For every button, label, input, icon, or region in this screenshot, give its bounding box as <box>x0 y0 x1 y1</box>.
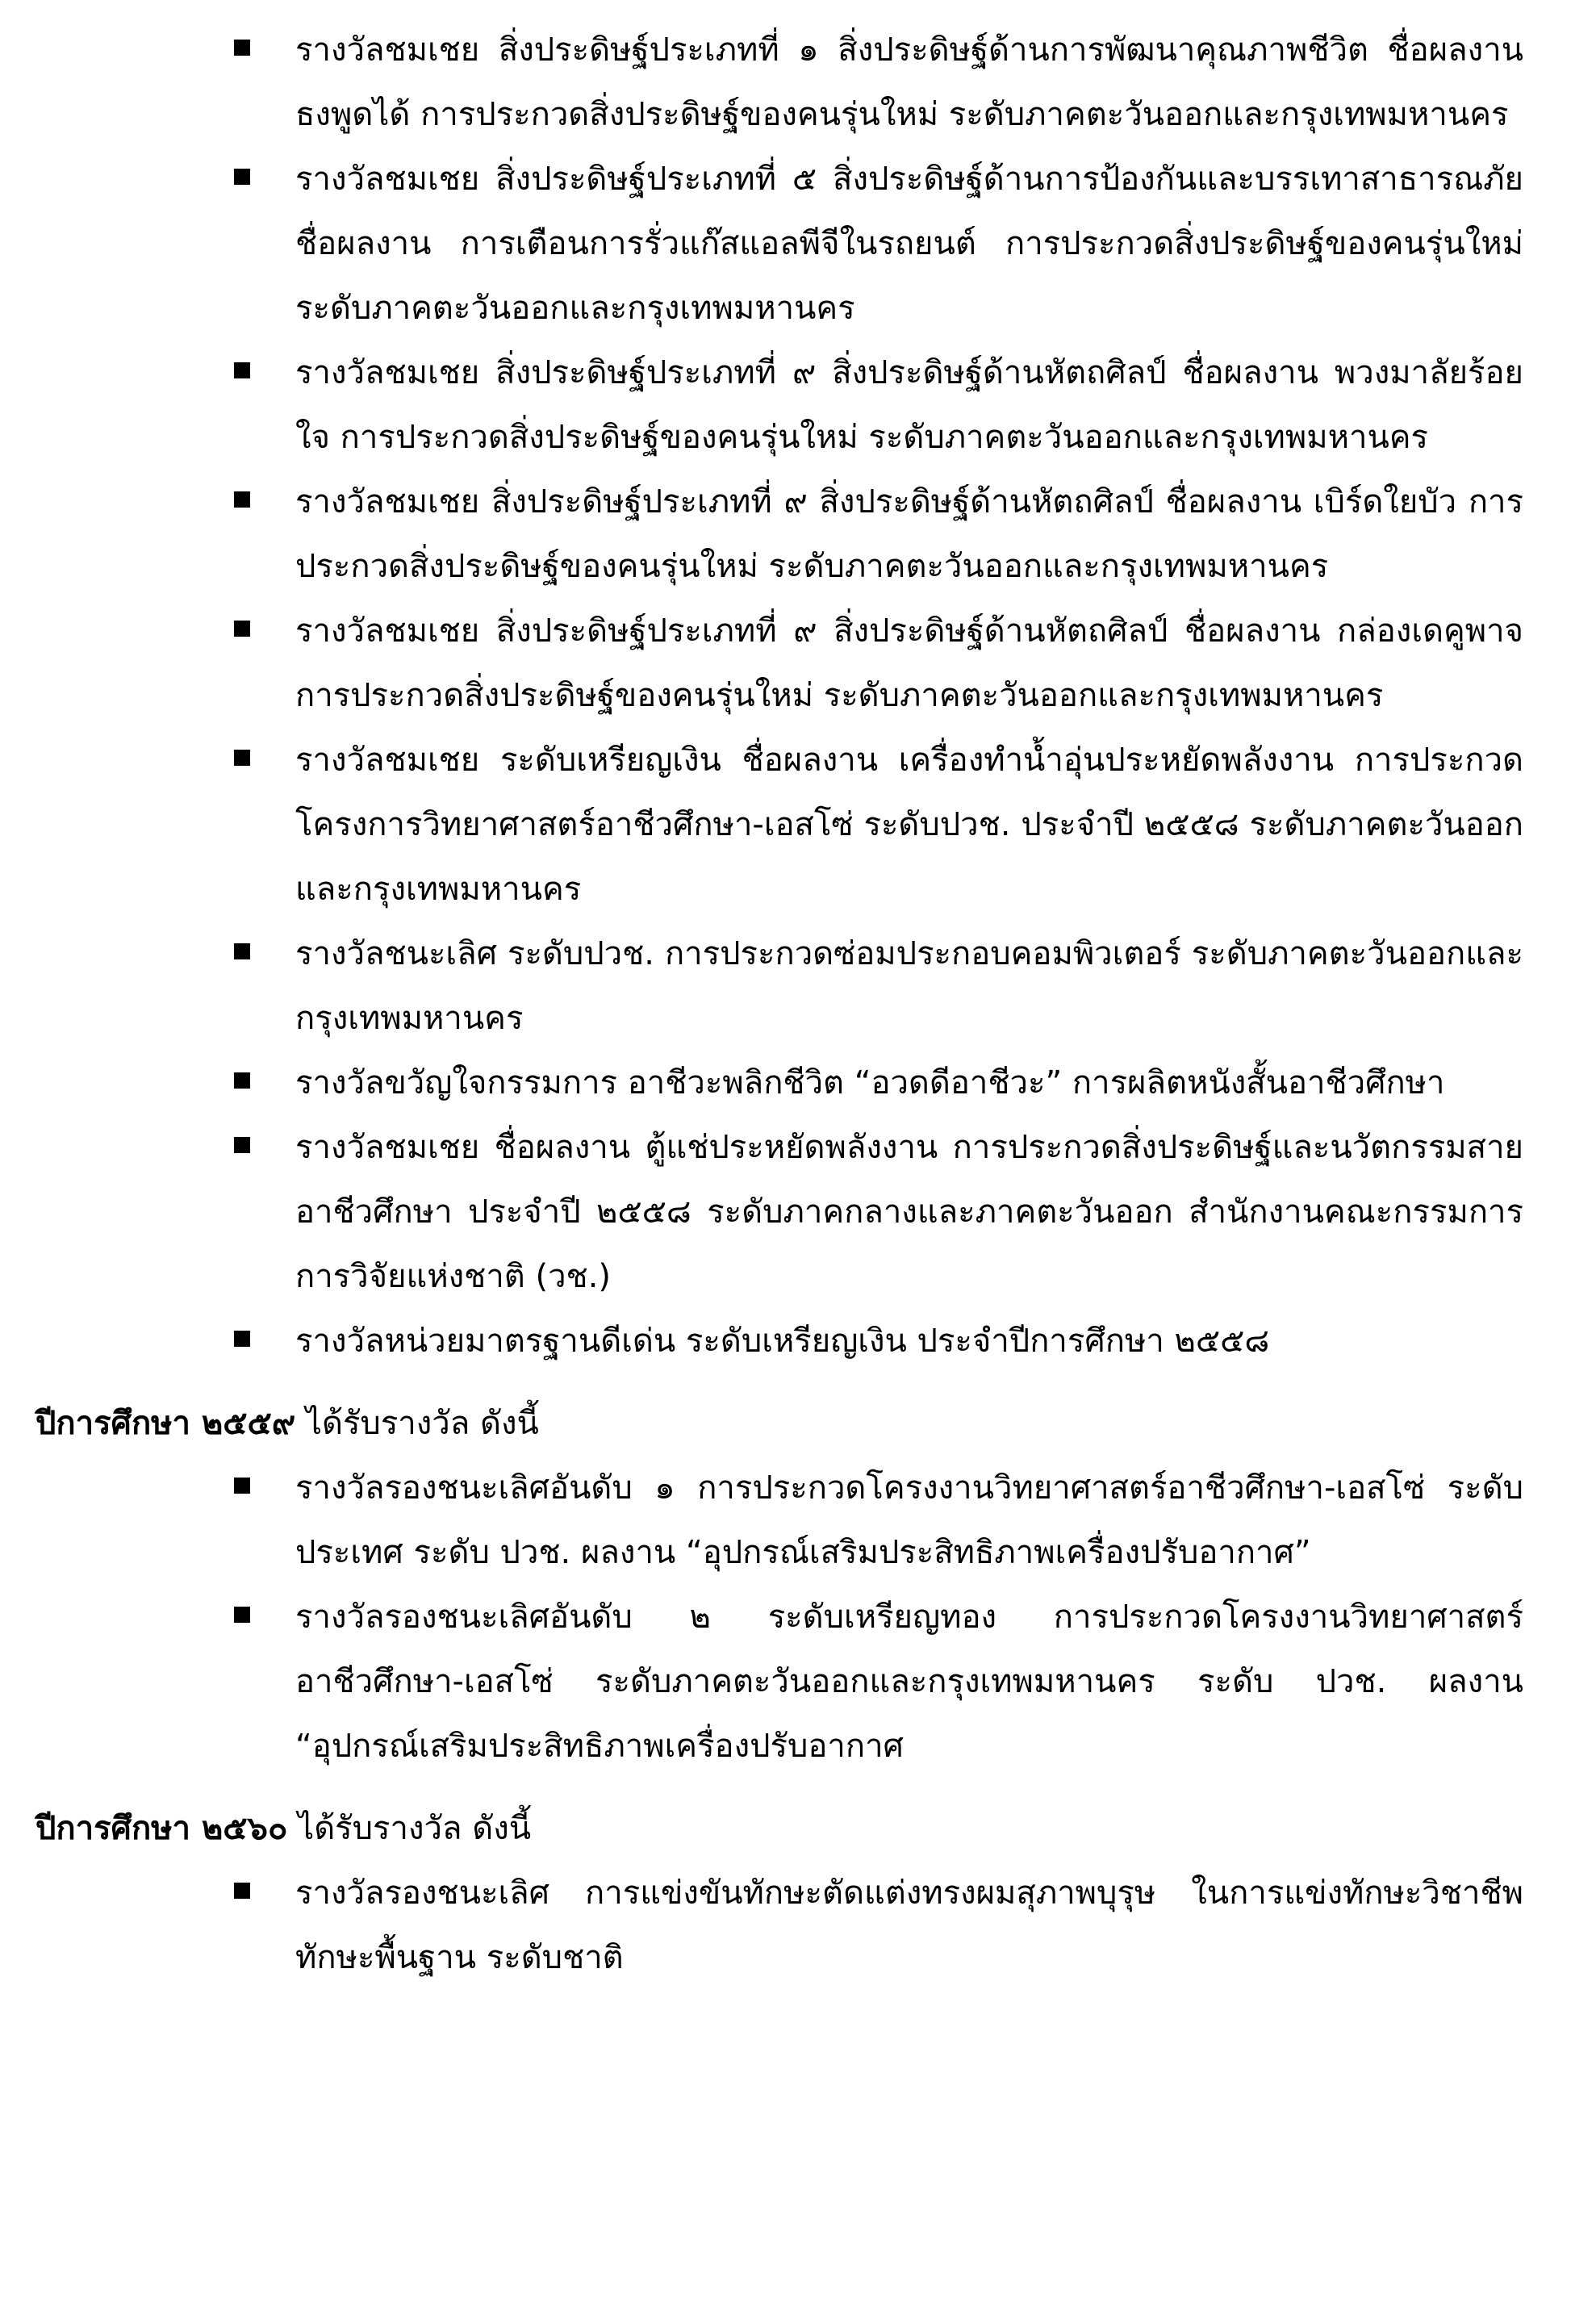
square-bullet-icon <box>234 1072 250 1089</box>
square-bullet-icon <box>234 750 250 766</box>
year-heading <box>36 1796 1596 1861</box>
award-item <box>234 1115 1523 1309</box>
year-label: ปีการศึกษา ๒๕๕๙ <box>36 1405 296 1442</box>
award-item <box>234 1861 1523 1990</box>
award-item <box>234 470 1523 599</box>
year-heading <box>36 1391 1596 1456</box>
award-text: รางวัลขวัญใจกรรมการ อาชีวะพลิกชีวิต “อวดดีอาชีวะ” การผลิตหนังสั้นอาชีวศึกษา <box>295 1064 1445 1101</box>
award-text: รางวัลชมเชย ชื่อผลงาน ตู้แช่ประหยัดพลังงาน การประกวดสิ่งประดิษฐ์และนวัตกรรมสายอาชีวศึกษา ประจำปี ๒๕๕๘ ระดับภาคกลางและภาคตะวันออก สำนักงานคณะกรรมการการวิจัยแห่งชาติ (วช.) <box>295 1129 1523 1295</box>
award-list-2558 <box>0 18 1523 1373</box>
square-bullet-icon <box>234 40 250 56</box>
square-bullet-icon <box>234 1883 250 1899</box>
award-list-2560 <box>0 1861 1523 1990</box>
award-item <box>234 147 1523 341</box>
square-bullet-icon <box>234 621 250 637</box>
year-heading-suffix: ได้รับรางวัล ดังนี้ <box>295 1405 539 1442</box>
square-bullet-icon <box>234 362 250 378</box>
award-item <box>234 1585 1523 1779</box>
award-item <box>234 1051 1523 1115</box>
square-bullet-icon <box>234 1607 250 1623</box>
section-2559 <box>0 1391 1596 1779</box>
award-text: รางวัลรองชนะเลิศ การแข่งขันทักษะตัดแต่งทรงผมสุภาพบุรุษ ในการแข่งทักษะวิชาชีพ ทักษะพื้นฐาน ระดับชาติ <box>295 1875 1523 1976</box>
award-item <box>234 18 1523 147</box>
award-text: รางวัลชมเชย สิ่งประดิษฐ์ประเภทที่ ๕ สิ่งประดิษฐ์ด้านการป้องกันและบรรเทาสาธารณภัย ชื่อผลงาน การเตือนการรั่วแก๊สแอลพีจีในรถยนต์ การประกวดสิ่งประดิษฐ์ของคนรุ่นใหม่ ระดับภาคตะวันออกและกรุงเทพมหานคร <box>295 161 1523 327</box>
award-text: รางวัลชมเชย สิ่งประดิษฐ์ประเภทที่ ๙ สิ่งประดิษฐ์ด้านหัตถศิลป์ ชื่อผลงาน พวงมาลัยร้อยใจ การประกวดสิ่งประดิษฐ์ของคนรุ่นใหม่ ระดับภาคตะวันออกและกรุงเทพมหานคร <box>295 354 1523 456</box>
square-bullet-icon <box>234 1137 250 1153</box>
year-heading-suffix: ได้รับรางวัล ดังนี้ <box>287 1810 532 1847</box>
square-bullet-icon <box>234 943 250 959</box>
award-text: รางวัลหน่วยมาตรฐานดีเด่น ระดับเหรียญเงิน ประจำปีการศึกษา ๒๕๕๘ <box>295 1323 1270 1360</box>
square-bullet-icon <box>234 1331 250 1347</box>
award-item <box>234 1309 1523 1373</box>
award-text: รางวัลรองชนะเลิศอันดับ ๑ การประกวดโครงงานวิทยาศาสตร์อาชีวศึกษา-เอสโซ่ ระดับประเทศ ระดับ ปวช. ผลงาน “อุปกรณ์เสริมประสิทธิภาพเครื่องปรับอากาศ” <box>295 1469 1523 1571</box>
award-item <box>234 341 1523 470</box>
award-text: รางวัลชมเชย สิ่งประดิษฐ์ประเภทที่ ๙ สิ่งประดิษฐ์ด้านหัตถศิลป์ ชื่อผลงาน กล่องเดคูพาจ การประกวดสิ่งประดิษฐ์ของคนรุ่นใหม่ ระดับภาคตะวันออกและกรุงเทพมหานคร <box>295 612 1523 714</box>
award-item <box>234 599 1523 728</box>
award-item <box>234 728 1523 922</box>
square-bullet-icon <box>234 491 250 508</box>
award-text: รางวัลชมเชย สิ่งประดิษฐ์ประเภทที่ ๑ สิ่งประดิษฐ์ด้านการพัฒนาคุณภาพชีวิต ชื่อผลงาน ธงพูดได้ การประกวดสิ่งประดิษฐ์ของคนรุ่นใหม่ ระดับภาคตะวันออกและกรุงเทพมหานคร <box>295 31 1523 133</box>
award-text: รางวัลชนะเลิศ ระดับปวช. การประกวดซ่อมประกอบคอมพิวเตอร์ ระดับภาคตะวันออกและกรุงเทพมหานคร <box>295 935 1523 1037</box>
award-list-2559 <box>0 1456 1523 1779</box>
section-2560 <box>0 1796 1596 1990</box>
year-label: ปีการศึกษา ๒๕๖๐ <box>36 1810 288 1847</box>
square-bullet-icon <box>234 169 250 185</box>
award-item <box>234 922 1523 1051</box>
award-text: รางวัลชมเชย สิ่งประดิษฐ์ประเภทที่ ๙ สิ่งประดิษฐ์ด้านหัตถศิลป์ ชื่อผลงาน เบิร์ดใยบัว การประกวดสิ่งประดิษฐ์ของคนรุ่นใหม่ ระดับภาคตะวันออกและกรุงเทพมหานคร <box>295 483 1523 585</box>
square-bullet-icon <box>234 1478 250 1494</box>
award-text: รางวัลรองชนะเลิศอันดับ ๒ ระดับเหรียญทอง การประกวดโครงงานวิทยาศาสตร์อาชีวศึกษา-เอสโซ่ ระดับภาคตะวันออกและกรุงเทพมหานคร ระดับ ปวช. ผลงาน “อุปกรณ์เสริมประสิทธิภาพเครื่องปรับอากาศ <box>295 1599 1523 1765</box>
award-text: รางวัลชมเชย ระดับเหรียญเงิน ชื่อผลงาน เครื่องทำน้ำอุ่นประหยัดพลังงาน การประกวดโครงการวิทยาศาสตร์อาชีวศึกษา-เอสโซ่ ระดับปวช. ประจำปี ๒๕๕๘ ระดับภาคตะวันออกและกรุงเทพมหานคร <box>295 742 1523 908</box>
award-item <box>234 1456 1523 1585</box>
